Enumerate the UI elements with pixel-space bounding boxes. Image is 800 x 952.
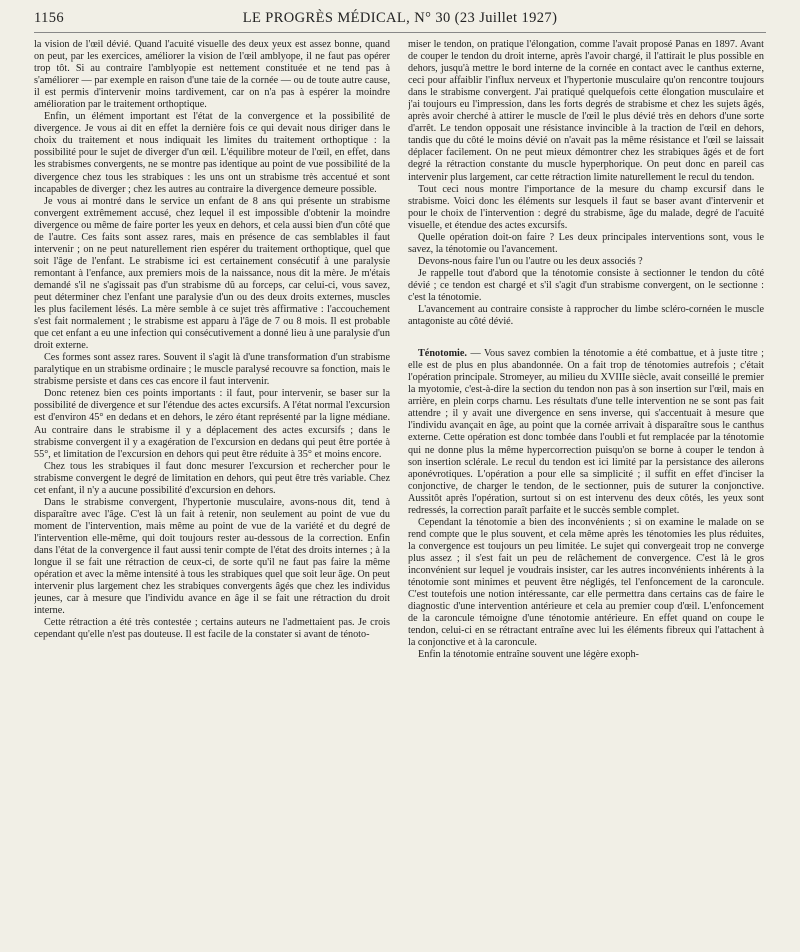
paragraph: Cependant la ténotomie a bien des inconvénients ; si on examine le malade on se rend compte que le plus souvent, et cela même après les ténotomies les plus réduites, la convergence est toujours un peu limitée. Le sujet qui convergeait trop ne converge plus assez ; il s'est fait un peu de relâchement de convergence. C'est là le gros inconvénient sur lequel je voudrais insister, car les autres inconvénients inhérents à la ténotomie sont minimes et peuvent être négligés, tel l'enfoncement de la caroncule. C'est toutefois une notion intéressante, car elle permettra dans certains cas de faire le diagnostic d'une intervention antérieure et cela au premier coup d'œil. L'enfoncement de la caroncule témoigne d'une ténotomie antérieure. En effet quand on coupe le tendon, celui-ci en se rétractant entraîne avec lui les éléments fibreux qui l'attachent à la conjonctive et à la caroncule. bbox=[408, 516, 764, 649]
paragraph: Je rappelle tout d'abord que la ténotomie consiste à sectionner le tendon du côté dévié ; ce tendon est chargé et s'il s'agit d'un strabisme convergent, on le sectionne : c'est la ténotomie. bbox=[408, 267, 764, 303]
paragraph: Chez tous les strabiques il faut donc mesurer l'excursion et rechercher pour le strabisme convergent le degré de limitation en dehors, qui peut être très variable. Chez cet enfant, il n'y a aucune possibilité d'excursion en dehors. bbox=[34, 460, 390, 496]
paragraph: la vision de l'œil dévié. Quand l'acuité visuelle des deux yeux est assez bonne, quand on peut, par les exercices, améliorer la vision de l'œil amblyope, il ne faut pas opérer trop tôt. Si au contraire l'amblyopie est nettement constituée et ne tend pas à s'améliorer — par exemple en raison d'une taie de la cornée — ou de toute autre cause, il est permis d'intervenir moins tardivement, car on n'a pas à espérer la moindre amélioration par le traitement orthoptique. bbox=[34, 39, 390, 111]
paragraph: Dans le strabisme convergent, l'hypertonie musculaire, avons-nous dit, tend à disparaître avec l'âge. C'est là un fait à retenir, non seulement au point de vue du moment de l'intervention, mais même au point de vue de la variété et du degré de l'intervention elle-même, qui doit toujours rester au-dessous de la correction. Enfin dans l'état de la convergence il faut aussi tenir compte de l'état des droits internes ; à la longue il se fait une rétraction de ceux-ci, de sorte qu'il ne faut pas faire la même opération et avec la même intensité à tous les strabiques quel que soit leur âge. On peut intervenir plus largement chez les strabiques convergents âgés que chez les individus jeunes, car à mesure que l'individu avance en âge il se fait une rétraction du droit interne. bbox=[34, 496, 390, 617]
paragraph: Je vous ai montré dans le service un enfant de 8 ans qui présente un strabisme convergent extrêmement accusé, chez lequel il est impossible d'obtenir la moindre divergence ou même de faire porter les yeux en dehors, et cela aussi bien d'un côté que de l'autre. Ces faits sont assez rares, mais en présence de cas semblables il faut intervenir ; on ne peut naturellement rien espérer du traitement orthoptique, quel que soit l'âge de l'enfant. Le strabisme ici est certainement consécutif à une paralysie remontant à l'enfance, aux premiers mois de la naissance, nous dit la mère. Je m'étais demandé s'il ne s'agissait pas d'un strabisme dû au forceps, car celui-ci, vous savez, peut déterminer chez l'enfant une paralysie d'un ou des deux droits externes, muscles les plus facilement lésés. La mère semble à ce sujet très affirmative : l'accouchement s'est fait normalement ; le strabisme est apparu à l'âge de 7 ou 8 mois. Il est probable que cet enfant a eu une infection qui consécutivement a donné lieu à une paralysie d'un droit externe. bbox=[34, 195, 390, 352]
paragraph: Cette rétraction a été très contestée ; certains auteurs ne l'admettaient pas. Je crois cependant qu'elle n'est pas douteuse. Il est facile de la constater si avant de ténoto- bbox=[34, 617, 390, 641]
paragraph-text: — Vous savez combien la ténotomie a été combattue, et à juste titre ; elle est de plus en plus abandonnée. On a fait trop de ténotomies autrefois ; c'était l'opération principale. Stromeyer, au milieu du XVIIIe siècle, avait conseillé le premier la myotomie, c'est-à-dire la section du tendon non pas à son insertion sur l'œil, mais en arrière, en plein corps charnu. Les résultats d'une telle intervention ne se sont pas fait attendre ; il y avait une divergence en sens inverse, qui s'accentuait à mesure que l'individu avançait en âge, au point que la cornée arrivait à disparaître sous le canthus externe. Cette opération est donc tombée dans l'oubli et fut remplacée par la ténotomie qui ne donne plus la même hypercorrection puisqu'on se borne à couper le tendon à son insertion sclérale. Le recul du tendon est ici limité par la persistance des ailerons aponévrotiques. L'opération a pour elle sa simplicité ; il suffit en effet d'inciser la conjonctive, de charger le tendon, de le sectionner, puis de suturer la conjonctive. Aussitôt après l'opération, surtout si on est intervenu des deux côtés, les yeux sont redressés, la correction paraît parfaite et le succès semble complet. bbox=[408, 348, 764, 516]
paragraph: Enfin, un élément important est l'état de la convergence et la possibilité de divergence. Je vous ai dit en effet la dernière fois ce qui devait nous diriger dans le choix du traitement et nous indiquait les limites du traitement orthoptique : la possibilité pour le sujet de diverger d'un œil. L'équilibre moteur de l'œil, en effet, dans les strabismes convergents, ne se montre pas identique au point de vue possibilité de la divergence chez tous les strabiques : les uns ont un strabisme très accentué et sont incapables de diverger ; chez les autres au contraire la divergence demeure possible. bbox=[34, 111, 390, 195]
running-header bbox=[34, 10, 766, 33]
section-gap bbox=[408, 328, 764, 348]
right-column bbox=[408, 39, 764, 949]
text-columns bbox=[34, 39, 766, 949]
paragraph: miser le tendon, on pratique l'élongation, comme l'avait proposé Panas en 1897. Avant de couper le tendon du droit interne, après l'avoir chargé, il l'attirait le plus possible en dehors, jusqu'à mettre le bord interne de la cornée en contact avec le canthus externe, ceci pour affaiblir l'influx nerveux et l'hypertonie musculaire qu'on rencontre toujours dans le strabisme convergent. J'ai pratiqué quelquefois cette élongation musculaire et j'ai toujours eu l'impression, dans les forts degrés de strabisme et chez les sujets âgés, après avoir cherché à attirer le muscle de l'œil le plus dévié très en dehors d'une sorte d'arrêt. Le tendon opposait une résistance invincible à la traction de l'œil en dehors, tandis que du côté le moins dévié on n'avait pas la même résistance et l'œil se laissait déplacer facilement. On ne peut mieux démontrer chez les strabiques âgés et de fort degré la rétraction constante du muscle hyperphorique. On peut donc en pareil cas intervenir plus largement, car cette rétraction limite naturellement le recul du tendon. bbox=[408, 39, 764, 183]
paragraph: Devons-nous faire l'un ou l'autre ou les deux associés ? bbox=[418, 255, 643, 267]
left-column bbox=[34, 39, 390, 949]
paragraph: Quelle opération doit-on faire ? Les deux principales interventions sont, vous le savez, la ténotomie ou l'avancement. bbox=[408, 231, 764, 255]
paragraph: Donc retenez bien ces points importants : il faut, pour intervenir, se baser sur la possibilité de divergence et sur l'étendue des actes excursifs. A l'état normal l'excursion est d'environ 45° en dedans et en dehors, le zéro étant représenté par la ligne médiane. Au contraire dans le strabisme il y a déplacement des actes excursifs ; dans le strabisme convergent il y a exagération de l'excursion en dedans qui peut être portée à 55°, et limitation de l'excursion en dehors qui peut être réduite à 35° et moins encore. bbox=[34, 388, 390, 460]
paragraph-tenotomie bbox=[408, 348, 764, 517]
paragraph: Tout ceci nous montre l'importance de la mesure du champ excursif dans le strabisme. Voici donc les éléments sur lesquels il faut se baser avant d'intervenir et pour le choix de l'intervention : degré du strabisme, âge du malade, degré de l'acuité visuelle, et étendue des actes excursifs. bbox=[408, 183, 764, 231]
section-subtitle: Ténotomie. bbox=[418, 348, 467, 360]
page-number: 1156 bbox=[34, 10, 65, 26]
paragraph: Ces formes sont assez rares. Souvent il s'agit là d'une transformation d'un strabisme paralytique en un strabisme ordinaire ; le muscle paralysé recouvre sa fonction, mais le strabisme persiste et dans ces cas encore il faut intervenir. bbox=[34, 352, 390, 388]
paragraph: Enfin la ténotomie entraîne souvent une légère exoph- bbox=[418, 649, 639, 661]
paragraph: L'avancement au contraire consiste à rapprocher du limbe scléro-cornéen le muscle antagoniste au côté dévié. bbox=[408, 304, 764, 328]
journal-title: LE PROGRÈS MÉDICAL, N° 30 (23 Juillet 1927) bbox=[242, 10, 558, 26]
